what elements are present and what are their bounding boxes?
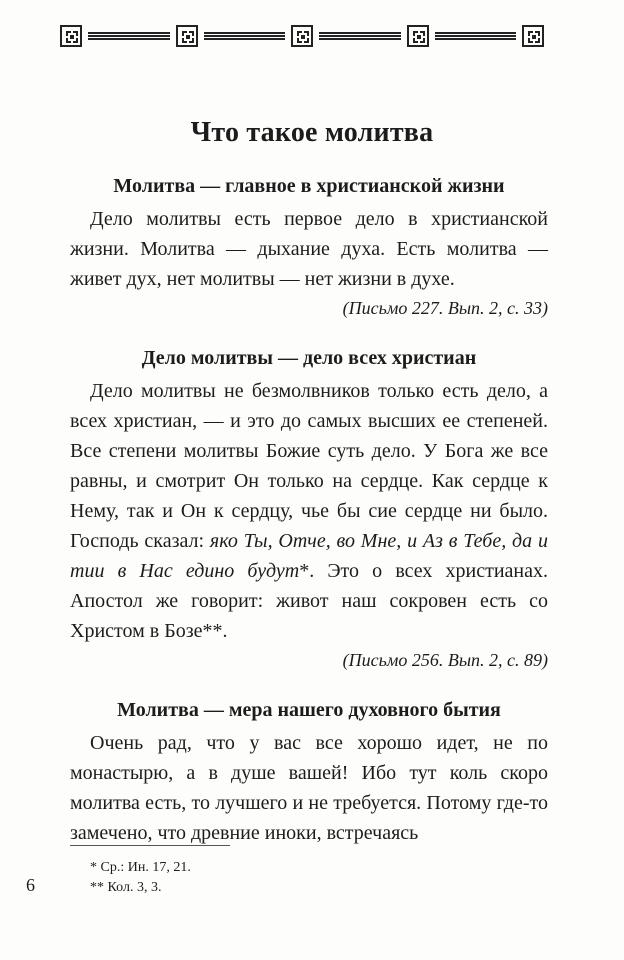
section-paragraph: Очень рад, что у вас все хорошо идет, не по монастырю, а в душе вашей! Ибо тут коль скоро молитва есть, то лучшего и не требуется. Потому где-то замечено, что древние иноки, встречаясь	[70, 732, 548, 844]
header-ornament	[60, 24, 544, 48]
page-body	[70, 172, 548, 848]
source-citation: (Письмо 256. Вып. 2, с. 89)	[342, 650, 548, 670]
footnotes	[90, 858, 191, 898]
scripture-quote: яко Ты, Отче, во Мне, и Аз в Тебе, да и тии в Нас едино будут	[70, 530, 548, 582]
paragraph-text: *. Это о всех христианах. Апостол же говорит: живот наш сокровен есть со Христом в Бозе**.	[70, 560, 548, 642]
footnote: ** Кол. 3, 3.	[90, 880, 162, 895]
section-heading: Дело молитвы — дело всех христиан	[141, 347, 477, 369]
ornament-rule	[204, 32, 286, 40]
ornament-rule	[88, 32, 170, 40]
section-prayer-all-christians	[70, 344, 548, 674]
knot-ornament-icon	[176, 25, 198, 47]
section-paragraph: Дело молитвы есть первое дело в христианской жизни. Молитва — дыхание духа. Есть молитва — живет дух, нет молитвы — нет жизни в духе.	[70, 208, 548, 290]
page-number: 6	[26, 875, 35, 895]
footnote-divider	[70, 845, 230, 846]
footnote: * Ср.: Ин. 17, 21.	[90, 860, 191, 875]
section-prayer-main	[70, 172, 548, 322]
ornament-rule	[319, 32, 401, 40]
knot-ornament-icon	[60, 25, 82, 47]
knot-ornament-icon	[522, 25, 544, 47]
section-heading: Молитва — мера нашего духовного бытия	[117, 699, 501, 721]
paragraph-text: Дело молитвы не безмолвников только есть дело, а всех христиан, — и это до самых высших ее степеней. Все степени молитвы Божие суть дело. У Бога же все равны, и смотрит Он только на сердце. Как сердце к Нему, так и Он к сердцу, чье бы сие сердце ни было. Господь сказал:	[70, 380, 548, 552]
section-heading: Молитва — главное в христианской жизни	[113, 175, 505, 197]
chapter-title: Что такое молитва	[190, 117, 434, 148]
section-paragraph	[70, 376, 548, 646]
section-prayer-measure	[70, 696, 548, 848]
knot-ornament-icon	[291, 25, 313, 47]
source-citation: (Письмо 227. Вып. 2, с. 33)	[342, 298, 548, 318]
ornament-rule	[435, 32, 517, 40]
knot-ornament-icon	[407, 25, 429, 47]
